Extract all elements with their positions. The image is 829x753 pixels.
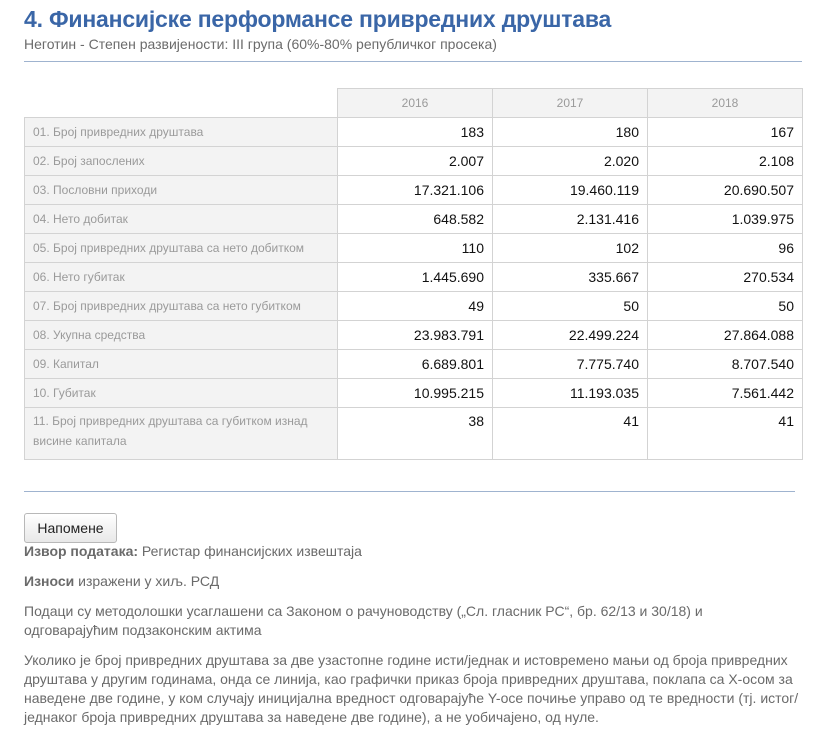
cell-value: 11.193.035	[493, 379, 648, 408]
column-header-year: 2018	[648, 89, 803, 118]
cell-value: 6.689.801	[338, 350, 493, 379]
chart-axis-note: Уколико је број привредних друштава за две узастопне године исти/једнак и истовремено мањи од броја привредних друштава у другим годинама, онда се линија, као графички приказ броја привредних друштава, поклапа са X-осом за наведене две године, у ком случају иницијална вредност одговарајуће Y-осе почиње управо од те вредности (тј. истог/једнаког броја привредних друштава за наведене две године), а не уобичајено, од нуле.	[24, 652, 799, 725]
cell-value: 27.864.088	[648, 321, 803, 350]
column-header-year: 2016	[338, 89, 493, 118]
table-row	[25, 292, 803, 321]
row-label: 06. Нето губитак	[25, 263, 338, 292]
cell-value: 50	[493, 292, 648, 321]
column-header-year: 2017	[493, 89, 648, 118]
source-label: Извор података:	[24, 543, 139, 559]
table-row	[25, 321, 803, 350]
row-label: 09. Капитал	[25, 350, 338, 379]
row-label: 05. Број привредних друштава са нето добитком	[25, 234, 338, 263]
table-row	[25, 205, 803, 234]
cell-value: 10.995.215	[338, 379, 493, 408]
cell-value: 19.460.119	[493, 176, 648, 205]
section-divider	[24, 491, 795, 492]
cell-value: 38	[338, 408, 493, 460]
row-label: 02. Број запослених	[25, 147, 338, 176]
row-label: 07. Број привредних друштава са нето губитком	[25, 292, 338, 321]
cell-value: 23.983.791	[338, 321, 493, 350]
cell-value: 2.020	[493, 147, 648, 176]
table-row	[25, 176, 803, 205]
cell-value: 1.039.975	[648, 205, 803, 234]
cell-value: 102	[493, 234, 648, 263]
table-row	[25, 350, 803, 379]
row-label: 04. Нето добитак	[25, 205, 338, 234]
page-title: 4. Финансијске перформансе привредних друштава	[24, 6, 612, 32]
page	[24, 0, 802, 725]
row-label: 01. Број привредних друштава	[25, 118, 338, 147]
cell-value: 17.321.106	[338, 176, 493, 205]
cell-value: 7.561.442	[648, 379, 803, 408]
methodology-note: Подаци су методолошки усаглашени са Законом о рачуноводству („Сл. гласник РС“, бр. 62/13 и 30/18) и одговарајућим подзаконским актима	[24, 603, 703, 638]
row-label: 03. Пословни приходи	[25, 176, 338, 205]
cell-value: 41	[493, 408, 648, 460]
table-row	[25, 147, 803, 176]
table-row	[25, 379, 803, 408]
notes-button[interactable]: Напомене	[24, 513, 117, 543]
row-label: 11. Број привредних друштава са губитком изнад висине капитала	[25, 408, 338, 460]
table-header-row	[25, 89, 803, 118]
cell-value: 7.775.740	[493, 350, 648, 379]
row-label: 10. Губитак	[25, 379, 338, 408]
table-row	[25, 234, 803, 263]
amounts-note	[24, 572, 799, 591]
cell-value: 270.534	[648, 263, 803, 292]
table-corner	[25, 89, 338, 118]
cell-value: 110	[338, 234, 493, 263]
table-row	[25, 408, 803, 460]
table-row	[25, 263, 803, 292]
cell-value: 20.690.507	[648, 176, 803, 205]
cell-value: 648.582	[338, 205, 493, 234]
cell-value: 8.707.540	[648, 350, 803, 379]
cell-value: 335.667	[493, 263, 648, 292]
cell-value: 96	[648, 234, 803, 263]
cell-value: 50	[648, 292, 803, 321]
notes-section	[24, 542, 799, 738]
cell-value: 2.131.416	[493, 205, 648, 234]
cell-value: 167	[648, 118, 803, 147]
source-text: Регистар финансијских извештаја	[138, 543, 362, 559]
page-subtitle: Неготин - Степен развијености: III група (60%-80% републичког просека)	[24, 36, 497, 52]
financial-table	[24, 88, 803, 460]
row-label: 08. Укупна средства	[25, 321, 338, 350]
source-note	[24, 542, 799, 561]
cell-value: 183	[338, 118, 493, 147]
amounts-label: Износи	[24, 573, 75, 589]
cell-value: 2.007	[338, 147, 493, 176]
table-row	[25, 118, 803, 147]
cell-value: 22.499.224	[493, 321, 648, 350]
cell-value: 49	[338, 292, 493, 321]
amounts-text: изражени у хиљ. РСД	[74, 573, 220, 589]
header-divider	[24, 61, 802, 62]
cell-value: 1.445.690	[338, 263, 493, 292]
cell-value: 180	[493, 118, 648, 147]
cell-value: 41	[648, 408, 803, 460]
cell-value: 2.108	[648, 147, 803, 176]
